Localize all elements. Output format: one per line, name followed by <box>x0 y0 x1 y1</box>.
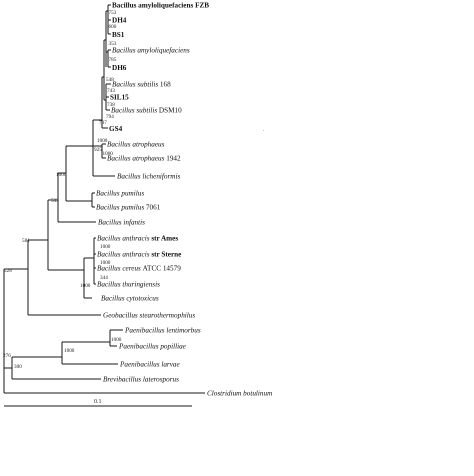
bootstrap-value: 548 <box>106 77 114 83</box>
taxon-label-paenibacillus-lentimorbus: Paenibacillus lentimorbus <box>125 326 201 335</box>
tree-branches <box>4 5 205 393</box>
taxon-label-gs4: GS4 <box>109 125 123 133</box>
taxon-label-dh4: DH4 <box>112 16 127 25</box>
bootstrap-value: 794 <box>106 114 114 120</box>
bootstrap-value: 353 <box>108 41 117 47</box>
bootstrap-value: 738 <box>107 102 115 108</box>
bootstrap-value: 1000 <box>56 172 67 178</box>
bootstrap-value: 707 <box>99 120 107 126</box>
taxon-label-sil15: SIL15 <box>110 93 129 102</box>
taxon-label-paenibacillus-larvae: Paenibacillus larvae <box>120 360 180 369</box>
taxon-label-anthracis-ames: Bacillus anthracis str Ames <box>97 234 179 243</box>
taxon-labels <box>96 2 272 398</box>
bootstrap-value: 581 <box>22 238 30 244</box>
bootstrap-value: 1000 <box>97 138 108 144</box>
scale-bar <box>4 399 192 406</box>
bootstrap-value: 533 <box>51 198 59 204</box>
bootstrap-value: 785 <box>108 57 117 63</box>
taxon-label-brevibacillus: Brevibacillus laterosporus <box>103 375 179 384</box>
bootstrap-value: 1000 <box>80 283 91 289</box>
taxon-label-pumilus: Bacillus pumilus <box>96 189 145 198</box>
taxon-label-pumilus-7061: Bacillus pumilus 7061 <box>96 203 161 212</box>
taxon-label-clostridium: Clostridium botulinum <box>207 389 273 398</box>
bootstrap-value: 1000 <box>111 337 122 343</box>
taxon-label-atrophaeus-1942: Bacillus atrophaeus 1942 <box>107 154 181 163</box>
taxon-label-bs1: BS1 <box>112 31 125 39</box>
taxon-label-dh6: DH6 <box>112 64 127 72</box>
bootstrap-value: 300 <box>14 364 22 370</box>
bootstrap-value: 743 <box>107 88 115 94</box>
taxon-label-thuringiensis: Bacillus thuringiensis <box>97 280 160 289</box>
taxon-label-paenibacillus-popilliae: Paenibacillus popilliae <box>119 342 186 351</box>
bootstrap-value: 600 <box>108 24 117 30</box>
taxon-label-cytotoxicus: Bacillus cytotoxicus <box>101 294 159 303</box>
bootstrap-value: 1000 <box>100 244 111 250</box>
bootstrap-value: 753 <box>108 10 117 16</box>
taxon-label-licheniformis: Bacillus licheniformis <box>117 172 181 181</box>
taxon-label-anthracis-sterne: Bacillus anthracis str Sterne <box>97 250 182 259</box>
taxon-label-infantis: Bacillus infantis <box>98 218 145 227</box>
taxon-label-subtilis-168: Bacillus subtilis 168 <box>112 80 171 89</box>
bootstrap-value: 925 <box>94 147 102 153</box>
bootstrap-value: 1000 <box>100 260 111 266</box>
taxon-label-cereus: Bacillus cereus ATCC 14579 <box>97 264 181 273</box>
taxon-label-geobacillus: Geobacillus stearothermophilus <box>103 311 196 320</box>
taxon-label-amyloliquefaciens: Bacillus amyloliquefaciens <box>112 46 190 55</box>
bootstrap-value: 528 <box>4 268 12 274</box>
bootstrap-value: 276 <box>3 353 11 359</box>
speck <box>263 130 264 131</box>
scale-bar-label: 0.1 <box>94 399 102 405</box>
taxon-label-fzb: Bacillus amyloliquefaciens FZB <box>112 1 210 10</box>
taxon-label-subtilis-dsm10: Bacillus subtilis DSM10 <box>111 106 182 115</box>
taxon-label-atrophaeus: Bacillus atrophaeus <box>107 140 165 149</box>
bootstrap-value: 1000 <box>102 151 113 157</box>
bootstrap-value: 344 <box>100 275 108 281</box>
bootstrap-value: 1000 <box>64 348 75 354</box>
